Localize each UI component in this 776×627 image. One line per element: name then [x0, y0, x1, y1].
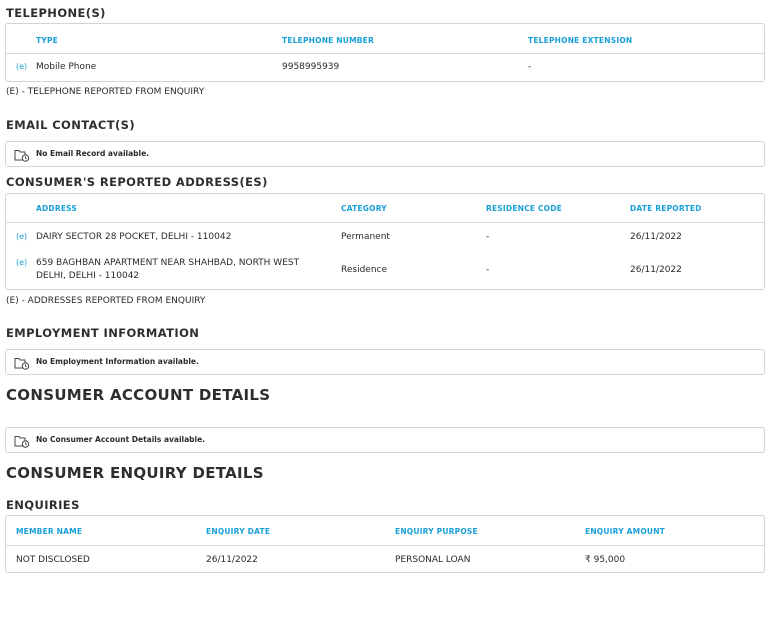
accounts-title: CONSUMER ACCOUNT DETAILS [6, 386, 271, 404]
folder-clock-icon [14, 356, 30, 370]
address-text: 659 BAGHBAN APARTMENT NEAR SHAHBAD, NORTH WEST DELHI, DELHI - 110042 [36, 258, 300, 281]
employment-empty-box [5, 349, 765, 375]
col-header-enquiry-amount: ENQUIRY AMOUNT [585, 527, 665, 536]
residence-code: - [486, 265, 490, 275]
enquiries-table [5, 515, 765, 573]
enquiry-date: 26/11/2022 [206, 555, 258, 565]
telephones-title: TELEPHONE(S) [6, 6, 106, 20]
email-empty-box [5, 141, 765, 167]
col-header-type: TYPE [36, 36, 58, 45]
col-header-telephone-extension: TELEPHONE EXTENSION [528, 36, 633, 45]
email-title: EMAIL CONTACT(S) [6, 118, 135, 132]
enquiry-tag: (e) [16, 232, 28, 241]
email-empty-text: No Email Record available. [36, 149, 150, 158]
residence-code: - [486, 232, 490, 242]
col-header-residence-code: RESIDENCE CODE [486, 204, 562, 213]
enquiry-tag: (e) [16, 258, 28, 267]
telephone-type: Mobile Phone [36, 62, 97, 72]
col-header-category: CATEGORY [341, 204, 387, 213]
accounts-empty-text: No Consumer Account Details available. [36, 435, 206, 444]
addresses-note: (E) - ADDRESSES REPORTED FROM ENQUIRY [6, 296, 206, 306]
address-text: DAIRY SECTOR 28 POCKET, DELHI - 110042 [36, 232, 232, 242]
telephones-table [5, 23, 765, 82]
enquiry-details-title: CONSUMER ENQUIRY DETAILS [6, 464, 264, 482]
address-category: Permanent [341, 232, 390, 242]
col-header-address: ADDRESS [36, 204, 78, 213]
header-divider [6, 53, 764, 54]
address-category: Residence [341, 265, 388, 275]
header-divider [6, 545, 764, 546]
date-reported: 26/11/2022 [630, 265, 682, 275]
col-header-enquiry-purpose: ENQUIRY PURPOSE [395, 527, 478, 536]
telephone-extension: - [528, 62, 532, 72]
enquiry-tag: (e) [16, 62, 28, 71]
header-divider [6, 222, 764, 223]
col-header-enquiry-date: ENQUIRY DATE [206, 527, 271, 536]
date-reported: 26/11/2022 [630, 232, 682, 242]
enquiries-title: ENQUIRIES [6, 498, 80, 512]
col-header-telephone-number: TELEPHONE NUMBER [282, 36, 374, 45]
folder-clock-icon [14, 434, 30, 448]
employment-title: EMPLOYMENT INFORMATION [6, 326, 200, 340]
telephone-number: 9958995939 [282, 62, 340, 72]
employment-empty-text: No Employment Information available. [36, 357, 199, 366]
col-header-date-reported: DATE REPORTED [630, 204, 702, 213]
member-name: NOT DISCLOSED [16, 555, 90, 565]
enquiry-purpose: PERSONAL LOAN [395, 555, 471, 565]
accounts-empty-box [5, 427, 765, 453]
folder-clock-icon [14, 148, 30, 162]
addresses-table [5, 193, 765, 290]
telephones-note: (E) - TELEPHONE REPORTED FROM ENQUIRY [6, 87, 205, 97]
col-header-member-name: MEMBER NAME [16, 527, 83, 536]
enquiry-amount: ₹ 95,000 [585, 555, 626, 565]
addresses-title: CONSUMER'S REPORTED ADDRESS(ES) [6, 175, 268, 189]
